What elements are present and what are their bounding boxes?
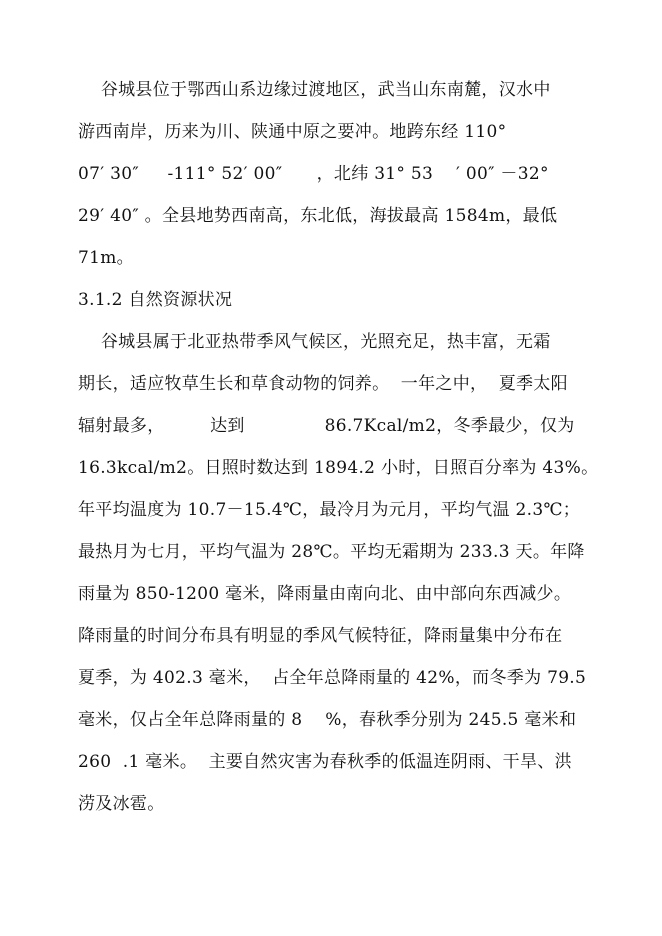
text-line: 谷城县位于鄂西山系边缘过渡地区，武当山东南麓，汉水中: [78, 80, 551, 100]
text-line: 涝及冰雹。: [78, 794, 165, 814]
text-line: 辐射最多， 达到 86.7Kcal/m2，冬季最少，仅为: [78, 416, 575, 436]
text-line: 期长，适应牧草生长和草食动物的饲养。 一年之中， 夏季太阳: [78, 374, 568, 394]
text-line: 260 .1 毫米。 主要自然灾害为春秋季的低温连阴雨、干旱、洪: [78, 752, 572, 772]
text-line: 29′ 40″ 。全县地势西南高，东北低，海拔最高 1584m，最低: [78, 206, 558, 226]
text-line: 年平均温度为 10.7－15.4℃，最冷月为元月，平均气温 2.3℃；: [78, 500, 581, 520]
text-line: 毫米，仅占全年总降雨量的 8 %，春秋季分别为 245.5 毫米和: [78, 710, 577, 730]
text-line: 谷城县属于北亚热带季风气候区，光照充足，热丰富，无霜: [78, 332, 551, 352]
section-heading: 3.1.2 自然资源状况: [78, 290, 233, 310]
text-line: 07′ 30″ -111° 52′ 00″ ，北纬 31° 53 ′ 00″ －32°: [78, 164, 549, 184]
text-line: 游西南岸，历来为川、陕通中原之要冲。地跨东经 110°: [78, 122, 507, 142]
text-line: 最热月为七月，平均气温为 28℃。平均无霜期为 233.3 天。年降: [78, 542, 585, 562]
text-line: 71m。: [78, 248, 134, 268]
text-line: 夏季，为 402.3 毫米， 占全年总降雨量的 42%，而冬季为 79.5: [78, 668, 587, 688]
text-line: 雨量为 850-1200 毫米，降雨量由南向北、由中部向东西减少。: [78, 584, 572, 604]
text-line: 16.3kcal/m2。日照时数达到 1894.2 小时，日照百分率为 43%。: [78, 458, 599, 478]
text-line: 降雨量的时间分布具有明显的季风气候特征，降雨量集中分布在: [78, 626, 563, 646]
